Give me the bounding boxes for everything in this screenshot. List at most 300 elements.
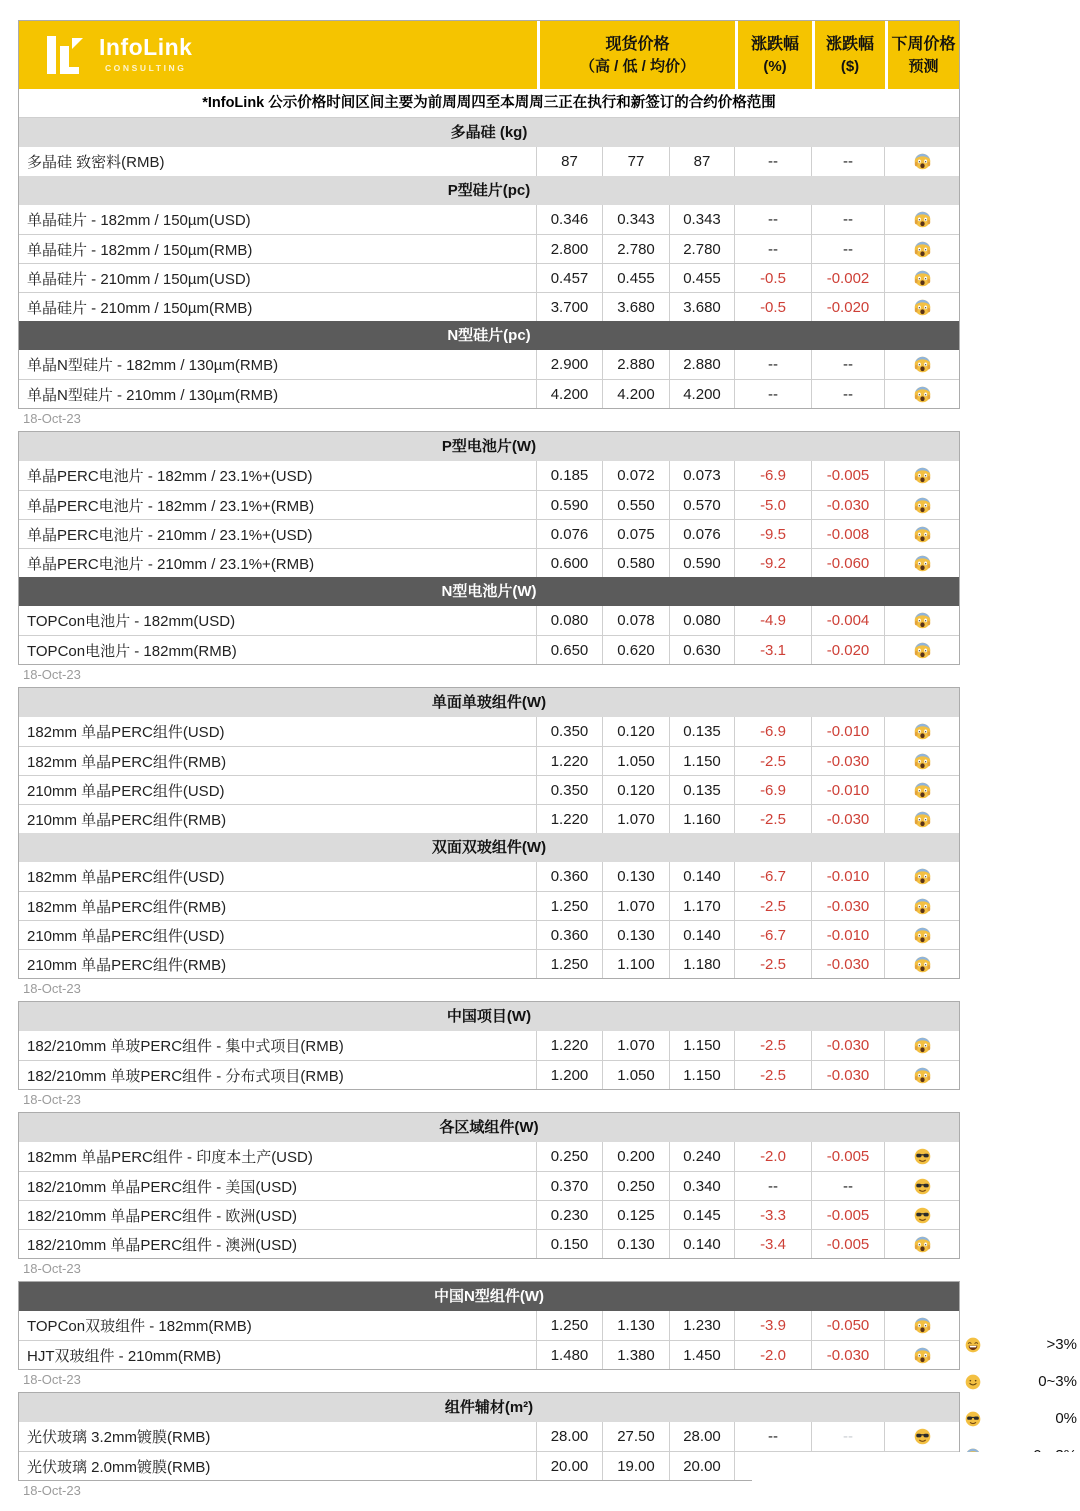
forecast-cell: [885, 1230, 959, 1258]
product-label-cell: 单晶PERC电池片 - 182mm / 23.1%+(RMB): [19, 491, 537, 519]
forecast-cell: [885, 805, 959, 833]
change-pct-cell: -4.9: [735, 606, 812, 635]
change-pct-cell: -2.0: [735, 1142, 812, 1171]
change-usd-cell: --: [812, 147, 885, 176]
low-price-cell: 0.455: [603, 264, 670, 292]
brand-header-cell: [19, 21, 537, 89]
change-usd-cell: --: [812, 350, 885, 379]
change-pct-cell: -3.1: [735, 636, 812, 664]
change-pct-label: 涨跌幅: [750, 35, 799, 53]
avg-price-cell: 0.135: [670, 776, 735, 804]
legend-label: 0%: [1055, 1410, 1077, 1427]
change-usd-cell: -0.010: [812, 717, 885, 746]
grin-emoji-icon: [965, 1337, 981, 1353]
product-label-cell: 单晶PERC电池片 - 210mm / 23.1%+(USD): [19, 520, 537, 548]
date-label: 18-Oct-23: [23, 667, 81, 682]
section-header: 中国项目(W): [19, 1002, 959, 1031]
avg-price-cell: 0.343: [670, 205, 735, 234]
forecast-cell: [885, 636, 959, 664]
scream-emoji-icon: [914, 898, 931, 915]
change-usd-cell: -0.002: [812, 264, 885, 292]
avg-price-cell: 1.150: [670, 747, 735, 775]
avg-price-cell: 1.450: [670, 1341, 735, 1369]
high-price-cell: 0.360: [537, 862, 603, 891]
avg-price-cell: 1.180: [670, 950, 735, 978]
scream-emoji-icon: [914, 555, 931, 572]
price-table: [18, 1001, 960, 1090]
table-row: [19, 350, 959, 379]
avg-price-cell: 1.170: [670, 892, 735, 920]
product-label-cell: 210mm 单晶PERC组件(RMB): [19, 805, 537, 833]
scream-emoji-icon: [914, 153, 931, 170]
low-price-cell: 4.200: [603, 380, 670, 408]
section-header: P型电池片(W): [19, 432, 959, 461]
scream-emoji-icon: [914, 299, 931, 316]
legend-label: 0~3%: [1038, 1373, 1077, 1390]
sunglasses-emoji-icon: [914, 1178, 931, 1195]
table-row: [19, 1060, 959, 1089]
low-price-cell: 19.00: [603, 1452, 670, 1480]
spot-price-label: 现货价格: [605, 35, 670, 53]
sunglasses-emoji-icon: [965, 1411, 981, 1427]
change-pct-cell: -2.5: [735, 950, 812, 978]
change-pct-cell: -2.5: [735, 747, 812, 775]
change-pct-cell: -3.4: [735, 1230, 812, 1258]
high-price-cell: 3.700: [537, 293, 603, 321]
scream-emoji-icon: [914, 956, 931, 973]
column-header-change-pct: [735, 21, 812, 89]
change-usd-cell: -0.030: [812, 1341, 885, 1369]
avg-price-cell: 0.630: [670, 636, 735, 664]
table-row: [19, 1031, 959, 1060]
forecast-cell: [885, 1061, 959, 1089]
scream-emoji-icon: [914, 868, 931, 885]
change-pct-cell: -9.5: [735, 520, 812, 548]
product-label-cell: 210mm 单晶PERC组件(USD): [19, 921, 537, 949]
high-price-cell: 1.220: [537, 747, 603, 775]
forecast-cell: [885, 1311, 959, 1340]
high-price-cell: 1.220: [537, 805, 603, 833]
change-usd-cell: -0.010: [812, 862, 885, 891]
avg-price-cell: 0.570: [670, 491, 735, 519]
change-usd-cell: -0.005: [812, 1142, 885, 1171]
forecast-cell: [885, 350, 959, 379]
change-pct-cell: --: [735, 1172, 812, 1200]
infolink-logo-icon: [45, 34, 89, 76]
section-header: 双面双玻组件(W): [19, 833, 959, 862]
scream-emoji-icon: [914, 927, 931, 944]
high-price-cell: 4.200: [537, 380, 603, 408]
table-row: [19, 1340, 959, 1369]
low-price-cell: 1.050: [603, 1061, 670, 1089]
change-usd-cell: -0.010: [812, 776, 885, 804]
change-usd-cell: -0.005: [812, 461, 885, 490]
sunglasses-emoji-icon: [914, 1148, 931, 1165]
avg-price-cell: 0.140: [670, 921, 735, 949]
table-row: [19, 548, 959, 577]
high-price-cell: 0.076: [537, 520, 603, 548]
table-row: [19, 862, 959, 891]
high-price-cell: 0.600: [537, 549, 603, 577]
logo-subtitle: CONSULTING: [104, 63, 187, 74]
forecast-cell: [885, 950, 959, 978]
forecast-cell: [885, 205, 959, 234]
low-price-cell: 3.680: [603, 293, 670, 321]
change-pct-cell: -9.2: [735, 549, 812, 577]
scream-emoji-icon: [914, 497, 931, 514]
product-label-cell: 单晶PERC电池片 - 210mm / 23.1%+(RMB): [19, 549, 537, 577]
high-price-cell: 0.185: [537, 461, 603, 490]
forecast-cell: [885, 380, 959, 408]
forecast-cell: [885, 1422, 959, 1451]
change-usd-cell: -0.030: [812, 892, 885, 920]
change-usd-cell: -0.030: [812, 491, 885, 519]
high-price-cell: 0.590: [537, 491, 603, 519]
low-price-cell: 0.078: [603, 606, 670, 635]
price-table: [18, 1112, 960, 1259]
change-pct-cell: --: [735, 350, 812, 379]
high-price-cell: 1.480: [537, 1341, 603, 1369]
change-usd-cell: -0.030: [812, 950, 885, 978]
low-price-cell: 0.130: [603, 921, 670, 949]
change-usd-cell: --: [812, 1422, 885, 1451]
scream-emoji-icon: [914, 467, 931, 484]
sunglasses-emoji-icon: [914, 1428, 931, 1445]
change-usd-cell: --: [812, 235, 885, 263]
low-price-cell: 1.070: [603, 805, 670, 833]
product-label-cell: TOPCon双玻组件 - 182mm(RMB): [19, 1311, 537, 1340]
change-usd-cell: -0.030: [812, 805, 885, 833]
forecast-label: 下周价格: [891, 35, 956, 53]
avg-price-cell: 0.145: [670, 1201, 735, 1229]
change-pct-cell: -2.5: [735, 1031, 812, 1060]
scream-emoji-icon: [914, 211, 931, 228]
section-header: 组件辅材(m²): [19, 1393, 959, 1422]
change-usd-cell: -0.010: [812, 921, 885, 949]
avg-price-cell: 28.00: [670, 1422, 735, 1451]
column-header-change-usd: [812, 21, 885, 89]
forecast-cell: [885, 921, 959, 949]
scream-emoji-icon: [914, 1317, 931, 1334]
avg-price-cell: 1.150: [670, 1031, 735, 1060]
forecast-cell: [885, 461, 959, 490]
table-row: [19, 147, 959, 176]
price-table: [18, 1281, 960, 1370]
change-usd-cell: --: [812, 1172, 885, 1200]
low-price-cell: 0.200: [603, 1142, 670, 1171]
table-row: [19, 1171, 959, 1200]
product-label-cell: 多晶硅 致密料(RMB): [19, 147, 537, 176]
price-table: [18, 431, 960, 665]
forecast-cell: [885, 147, 959, 176]
product-label-cell: 210mm 单晶PERC组件(USD): [19, 776, 537, 804]
change-pct-cell: --: [735, 235, 812, 263]
scream-emoji-icon: [914, 753, 931, 770]
change-usd-label: 涨跌幅: [825, 35, 874, 53]
low-price-cell: 0.130: [603, 1230, 670, 1258]
low-price-cell: 1.100: [603, 950, 670, 978]
change-pct-cell: --: [735, 1422, 812, 1451]
table-row: [19, 1229, 959, 1258]
change-usd-cell: -0.060: [812, 549, 885, 577]
low-price-cell: 1.070: [603, 1031, 670, 1060]
change-pct-cell: -2.5: [735, 1061, 812, 1089]
change-pct-cell: -5.0: [735, 491, 812, 519]
date-label: 18-Oct-23: [23, 411, 81, 426]
low-price-cell: 1.380: [603, 1341, 670, 1369]
high-price-cell: 2.900: [537, 350, 603, 379]
forecast-cell: [885, 1341, 959, 1369]
change-usd-cell: --: [812, 205, 885, 234]
product-label-cell: 182/210mm 单晶PERC组件 - 美国(USD): [19, 1172, 537, 1200]
forecast-cell: [885, 1031, 959, 1060]
avg-price-cell: 1.230: [670, 1311, 735, 1340]
scream-emoji-icon: [914, 356, 931, 373]
table-row: [19, 775, 959, 804]
low-price-cell: 0.343: [603, 205, 670, 234]
column-header-forecast: [885, 21, 959, 89]
price-table: [18, 687, 960, 979]
forecast-cell: [885, 892, 959, 920]
section-header: N型硅片(pc): [19, 321, 959, 350]
high-price-cell: 87: [537, 147, 603, 176]
forecast-cell: [885, 491, 959, 519]
spot-price-sublabel: （高 / 低 / 均价）: [579, 57, 695, 75]
product-label-cell: 182/210mm 单玻PERC组件 - 集中式项目(RMB): [19, 1031, 537, 1060]
table-row: [19, 606, 959, 635]
section-header: 各区域组件(W): [19, 1113, 959, 1142]
product-label-cell: 182mm 单晶PERC组件 - 印度本土产(USD): [19, 1142, 537, 1171]
high-price-cell: 0.457: [537, 264, 603, 292]
forecast-cell: [885, 235, 959, 263]
high-price-cell: 0.650: [537, 636, 603, 664]
forecast-cell: [885, 264, 959, 292]
avg-price-cell: 0.135: [670, 717, 735, 746]
change-usd-cell: -0.030: [812, 1031, 885, 1060]
legend-label: >3%: [1046, 1336, 1077, 1353]
product-label-cell: 单晶硅片 - 182mm / 150µm(RMB): [19, 235, 537, 263]
scream-emoji-icon: [914, 1037, 931, 1054]
table-row: [19, 920, 959, 949]
change-pct-cell: -0.5: [735, 293, 812, 321]
product-label-cell: 210mm 单晶PERC组件(RMB): [19, 950, 537, 978]
logo-name: InfoLink: [99, 34, 193, 61]
low-price-cell: 0.072: [603, 461, 670, 490]
low-price-cell: 0.120: [603, 717, 670, 746]
price-table: [18, 20, 960, 409]
price-sheet: [18, 20, 1077, 1503]
product-label-cell: 单晶硅片 - 210mm / 150µm(USD): [19, 264, 537, 292]
white-overlay: [752, 1452, 1080, 1496]
section-header: 多晶硅 (kg): [19, 118, 959, 147]
scream-emoji-icon: [914, 386, 931, 403]
date-label: 18-Oct-23: [23, 1372, 81, 1387]
date-label: 18-Oct-23: [23, 981, 81, 996]
table-row: [19, 292, 959, 321]
forecast-cell: [885, 549, 959, 577]
change-usd-cell: -0.008: [812, 520, 885, 548]
avg-price-cell: 0.590: [670, 549, 735, 577]
scream-emoji-icon: [914, 782, 931, 799]
change-pct-cell: -0.5: [735, 264, 812, 292]
scream-emoji-icon: [914, 811, 931, 828]
product-label-cell: HJT双玻组件 - 210mm(RMB): [19, 1341, 537, 1369]
forecast-cell: [885, 1172, 959, 1200]
high-price-cell: 1.250: [537, 892, 603, 920]
change-pct-cell: --: [735, 205, 812, 234]
change-pct-cell: -3.3: [735, 1201, 812, 1229]
change-usd-cell: -0.004: [812, 606, 885, 635]
change-pct-cell: --: [735, 380, 812, 408]
change-pct-cell: -2.5: [735, 892, 812, 920]
product-label-cell: TOPCon电池片 - 182mm(USD): [19, 606, 537, 635]
high-price-cell: 0.230: [537, 1201, 603, 1229]
avg-price-cell: 3.680: [670, 293, 735, 321]
high-price-cell: 0.150: [537, 1230, 603, 1258]
date-label: 18-Oct-23: [23, 1483, 81, 1498]
high-price-cell: 2.800: [537, 235, 603, 263]
product-label-cell: 182/210mm 单晶PERC组件 - 澳洲(USD): [19, 1230, 537, 1258]
column-header-spot-price: [537, 21, 735, 89]
product-label-cell: 单晶N型硅片 - 210mm / 130µm(RMB): [19, 380, 537, 408]
forecast-cell: [885, 776, 959, 804]
avg-price-cell: 2.880: [670, 350, 735, 379]
table-row: [19, 804, 959, 833]
low-price-cell: 0.620: [603, 636, 670, 664]
table-row: [19, 519, 959, 548]
forecast-cell: [885, 717, 959, 746]
product-label-cell: 182mm 单晶PERC组件(USD): [19, 862, 537, 891]
low-price-cell: 27.50: [603, 1422, 670, 1451]
change-usd-cell: --: [812, 380, 885, 408]
high-price-cell: 0.346: [537, 205, 603, 234]
low-price-cell: 1.130: [603, 1311, 670, 1340]
table-row: [19, 717, 959, 746]
change-usd-cell: -0.005: [812, 1201, 885, 1229]
high-price-cell: 20.00: [537, 1452, 603, 1480]
change-usd-cell: -0.005: [812, 1230, 885, 1258]
high-price-cell: 0.350: [537, 776, 603, 804]
sunglasses-emoji-icon: [914, 1207, 931, 1224]
forecast-cell: [885, 293, 959, 321]
table-row: [19, 461, 959, 490]
high-price-cell: 0.350: [537, 717, 603, 746]
low-price-cell: 0.250: [603, 1172, 670, 1200]
section-header: 中国N型组件(W): [19, 1282, 959, 1311]
table-header: [19, 21, 959, 89]
product-label-cell: 单晶N型硅片 - 182mm / 130µm(RMB): [19, 350, 537, 379]
table-row: [19, 1200, 959, 1229]
table-row: [19, 949, 959, 978]
table-row: [19, 746, 959, 775]
avg-price-cell: 20.00: [670, 1452, 735, 1480]
avg-price-cell: 0.140: [670, 862, 735, 891]
section-header: N型电池片(W): [19, 577, 959, 606]
forecast-cell: [885, 747, 959, 775]
scream-emoji-icon: [914, 526, 931, 543]
scream-emoji-icon: [914, 1347, 931, 1364]
change-usd-cell: -0.020: [812, 293, 885, 321]
high-price-cell: 1.250: [537, 1311, 603, 1340]
section-header: P型硅片(pc): [19, 176, 959, 205]
scream-emoji-icon: [914, 1067, 931, 1084]
avg-price-cell: 0.140: [670, 1230, 735, 1258]
high-price-cell: 28.00: [537, 1422, 603, 1451]
table-row: [19, 205, 959, 234]
forecast-sublabel: 预测: [908, 57, 939, 75]
date-label: 18-Oct-23: [23, 1261, 81, 1276]
low-price-cell: 0.580: [603, 549, 670, 577]
high-price-cell: 0.360: [537, 921, 603, 949]
change-pct-cell: -3.9: [735, 1311, 812, 1340]
avg-price-cell: 4.200: [670, 380, 735, 408]
change-usd-cell: -0.030: [812, 1061, 885, 1089]
low-price-cell: 1.050: [603, 747, 670, 775]
product-label-cell: 光伏玻璃 2.0mm镀膜(RMB): [19, 1452, 537, 1480]
legend-item: [965, 1326, 1077, 1363]
high-price-cell: 1.220: [537, 1031, 603, 1060]
table-row: [19, 891, 959, 920]
low-price-cell: 0.075: [603, 520, 670, 548]
table-row: [19, 379, 959, 408]
scream-emoji-icon: [914, 1236, 931, 1253]
high-price-cell: 0.080: [537, 606, 603, 635]
avg-price-cell: 1.160: [670, 805, 735, 833]
change-pct-cell: -6.9: [735, 776, 812, 804]
avg-price-cell: 87: [670, 147, 735, 176]
change-pct-cell: -2.5: [735, 805, 812, 833]
low-price-cell: 77: [603, 147, 670, 176]
high-price-cell: 0.250: [537, 1142, 603, 1171]
forecast-cell: [885, 862, 959, 891]
product-label-cell: 182mm 单晶PERC组件(RMB): [19, 892, 537, 920]
change-pct-sublabel: (%): [763, 57, 787, 75]
date-label: 18-Oct-23: [23, 1092, 81, 1107]
table-row: [19, 1311, 959, 1340]
change-pct-cell: -6.9: [735, 717, 812, 746]
change-usd-sublabel: ($): [840, 57, 860, 75]
change-usd-cell: -0.050: [812, 1311, 885, 1340]
avg-price-cell: 0.073: [670, 461, 735, 490]
scream-emoji-icon: [914, 270, 931, 287]
change-pct-cell: -6.9: [735, 461, 812, 490]
forecast-cell: [885, 520, 959, 548]
product-label-cell: 单晶硅片 - 182mm / 150µm(USD): [19, 205, 537, 234]
forecast-cell: [885, 606, 959, 635]
smile-emoji-icon: [965, 1374, 981, 1390]
avg-price-cell: 0.240: [670, 1142, 735, 1171]
high-price-cell: 1.200: [537, 1061, 603, 1089]
low-price-cell: 0.120: [603, 776, 670, 804]
product-label-cell: 182mm 单晶PERC组件(USD): [19, 717, 537, 746]
product-label-cell: 单晶PERC电池片 - 182mm / 23.1%+(USD): [19, 461, 537, 490]
infolink-logo: [45, 34, 192, 76]
product-label-cell: 182/210mm 单晶PERC组件 - 欧洲(USD): [19, 1201, 537, 1229]
legend-item: [965, 1400, 1077, 1437]
table-row: [19, 1422, 959, 1451]
avg-price-cell: 0.080: [670, 606, 735, 635]
section-header: 单面单玻组件(W): [19, 688, 959, 717]
product-label-cell: 182mm 单晶PERC组件(RMB): [19, 747, 537, 775]
table-row: [19, 234, 959, 263]
low-price-cell: 2.880: [603, 350, 670, 379]
forecast-cell: [885, 1201, 959, 1229]
table-row: [19, 263, 959, 292]
avg-price-cell: 0.340: [670, 1172, 735, 1200]
table-row: [19, 490, 959, 519]
product-label-cell: 182/210mm 单玻PERC组件 - 分布式项目(RMB): [19, 1061, 537, 1089]
avg-price-cell: 2.780: [670, 235, 735, 263]
